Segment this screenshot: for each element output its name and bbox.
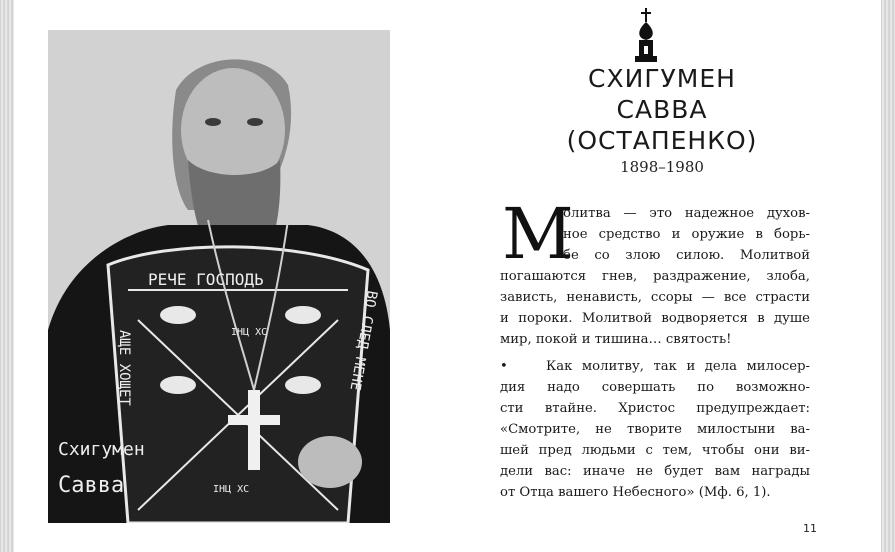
portrait-photo	[48, 30, 390, 523]
paragraph1-line: бе со злою силою. Молитвой	[563, 248, 810, 263]
paragraph1-indented	[563, 203, 810, 266]
saint-name-heading	[522, 63, 802, 156]
paragraph1-line: погашаются гнев, раздражение, злоба,	[500, 269, 810, 284]
book-edge-left	[0, 0, 14, 552]
paragraph2-line: дия надо совершать по возможно-	[500, 380, 810, 395]
bullet-marker: •	[500, 359, 508, 374]
paragraph2	[500, 356, 810, 503]
cross-letters-bottom: IНЦ ХС	[213, 484, 250, 495]
church-cupola-icon	[633, 8, 659, 66]
book-edge-right	[881, 0, 895, 552]
paragraph2-line: Как молитву, так и дела милосер-	[546, 359, 810, 374]
stole-left-text: АЩЕ ХОЩЕТ	[116, 330, 132, 406]
paragraph2-line: «Смотрите, не творите милостыни ва-	[500, 422, 810, 437]
paragraph2-line: шей пред людьми с тем, чтобы они ви-	[500, 443, 810, 458]
heading-line-2: САВВА	[616, 95, 708, 124]
drop-cap: М	[502, 193, 574, 275]
paragraph1-line: ное средство и оружие в борь-	[563, 227, 810, 242]
cross-letters-top: IНЦ ХС	[231, 327, 268, 338]
page-number: 11	[803, 522, 817, 535]
photo-caption-line1: Схигумен	[58, 439, 145, 460]
paragraph1-line: и пороки. Молитвой водворяется в душе	[500, 311, 810, 326]
paragraph2-line: дели вас: иначе не будет вам награды	[500, 464, 810, 479]
stole-right-text: ВО СЛЕД МЕНЕ	[346, 289, 380, 392]
paragraph2-first-line	[500, 356, 810, 377]
paragraph1-line: олитва — это надежное духов-	[563, 206, 810, 221]
life-years: 1898–1980	[620, 158, 704, 176]
stole-top-text: РЕЧЕ ГОСПОДЬ	[148, 270, 264, 289]
paragraph1-body	[500, 266, 810, 350]
photo-caption-line2: Савва	[58, 473, 125, 498]
heading-line-1: СХИГУМЕН	[588, 64, 736, 93]
paragraph1-line: зависть, ненависть, ссоры — все страсти	[500, 290, 810, 305]
schema-monk-portrait-icon	[48, 30, 390, 523]
paragraph1-line: мир, покой и тишина… святость!	[500, 332, 732, 347]
paragraph2-line: сти втайне. Христос предупреждает:	[500, 401, 810, 416]
heading-line-3: (ОСТАПЕНКО)	[566, 126, 758, 155]
paragraph2-line: от Отца вашего Небесного» (Мф. 6, 1).	[500, 485, 771, 500]
